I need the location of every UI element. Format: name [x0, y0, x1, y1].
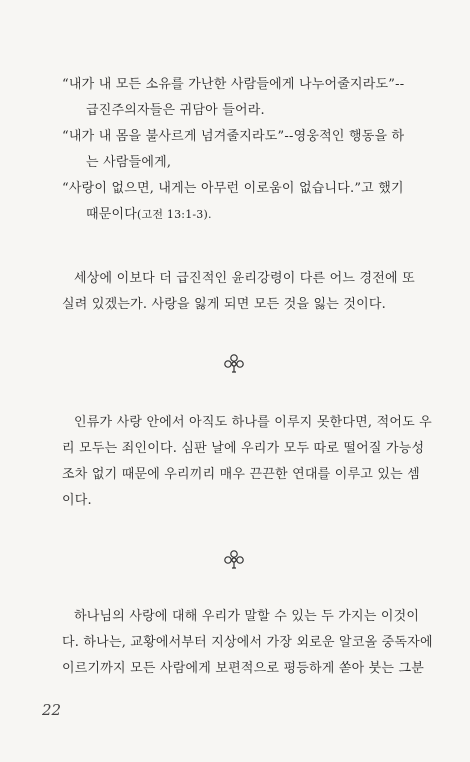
quote-line: “내가 내 모든 소유를 가난한 사람들에게 나누어줄지라도”-- — [62, 77, 405, 92]
page-number: 22 — [42, 701, 62, 719]
quote-line: “내가 내 몸을 불사르게 넘겨줄지라도”--영웅적인 행동을 하 — [62, 129, 405, 144]
quote-line: 급진주의자들은 귀담아 들어라. — [86, 103, 265, 118]
quote-line: 는 사람들에게, — [86, 155, 172, 170]
paragraph-line: 세상에 이보다 더 급진적인 윤리강령이 다른 어느 경전에 또 — [74, 271, 415, 286]
bible-citation: (고전 13:1-3). — [137, 208, 212, 221]
paragraph-line: 조차 없기 때문에 우리끼리 매우 끈끈한 연대를 이루고 있는 셈 — [62, 467, 420, 482]
paragraph-line: 이르기까지 모든 사람에게 보편적으로 평등하게 쏟아 붓는 그분 — [62, 661, 425, 676]
quote-line: 때문이다 — [86, 207, 138, 222]
quote-line-with-citation — [86, 206, 432, 224]
cross-flourish-icon — [222, 352, 246, 376]
paragraph-line: 실려 있겠는가. 사랑을 잃게 되면 모든 것을 잃는 것이다. — [62, 297, 386, 312]
cross-flourish-icon — [222, 548, 246, 572]
paragraph-line: 인류가 사랑 안에서 아직도 하나를 이루지 못한다면, 적어도 우 — [74, 415, 432, 430]
paragraph-line: 하나님의 사랑에 대해 우리가 말할 수 있는 두 가지는 이것이 — [74, 609, 420, 624]
paragraph-line: 다. 하나는, 교황에서부터 지상에서 가장 외로운 알코올 중독자에 — [62, 635, 433, 650]
paragraph-line: 이다. — [62, 493, 92, 508]
paragraph-line: 리 모두는 죄인이다. 심판 날에 우리가 모두 따로 떨어질 가능성 — [62, 441, 425, 456]
quote-line: “사랑이 없으면, 내게는 아무런 이로움이 없습니다.”고 했기 — [62, 181, 404, 196]
